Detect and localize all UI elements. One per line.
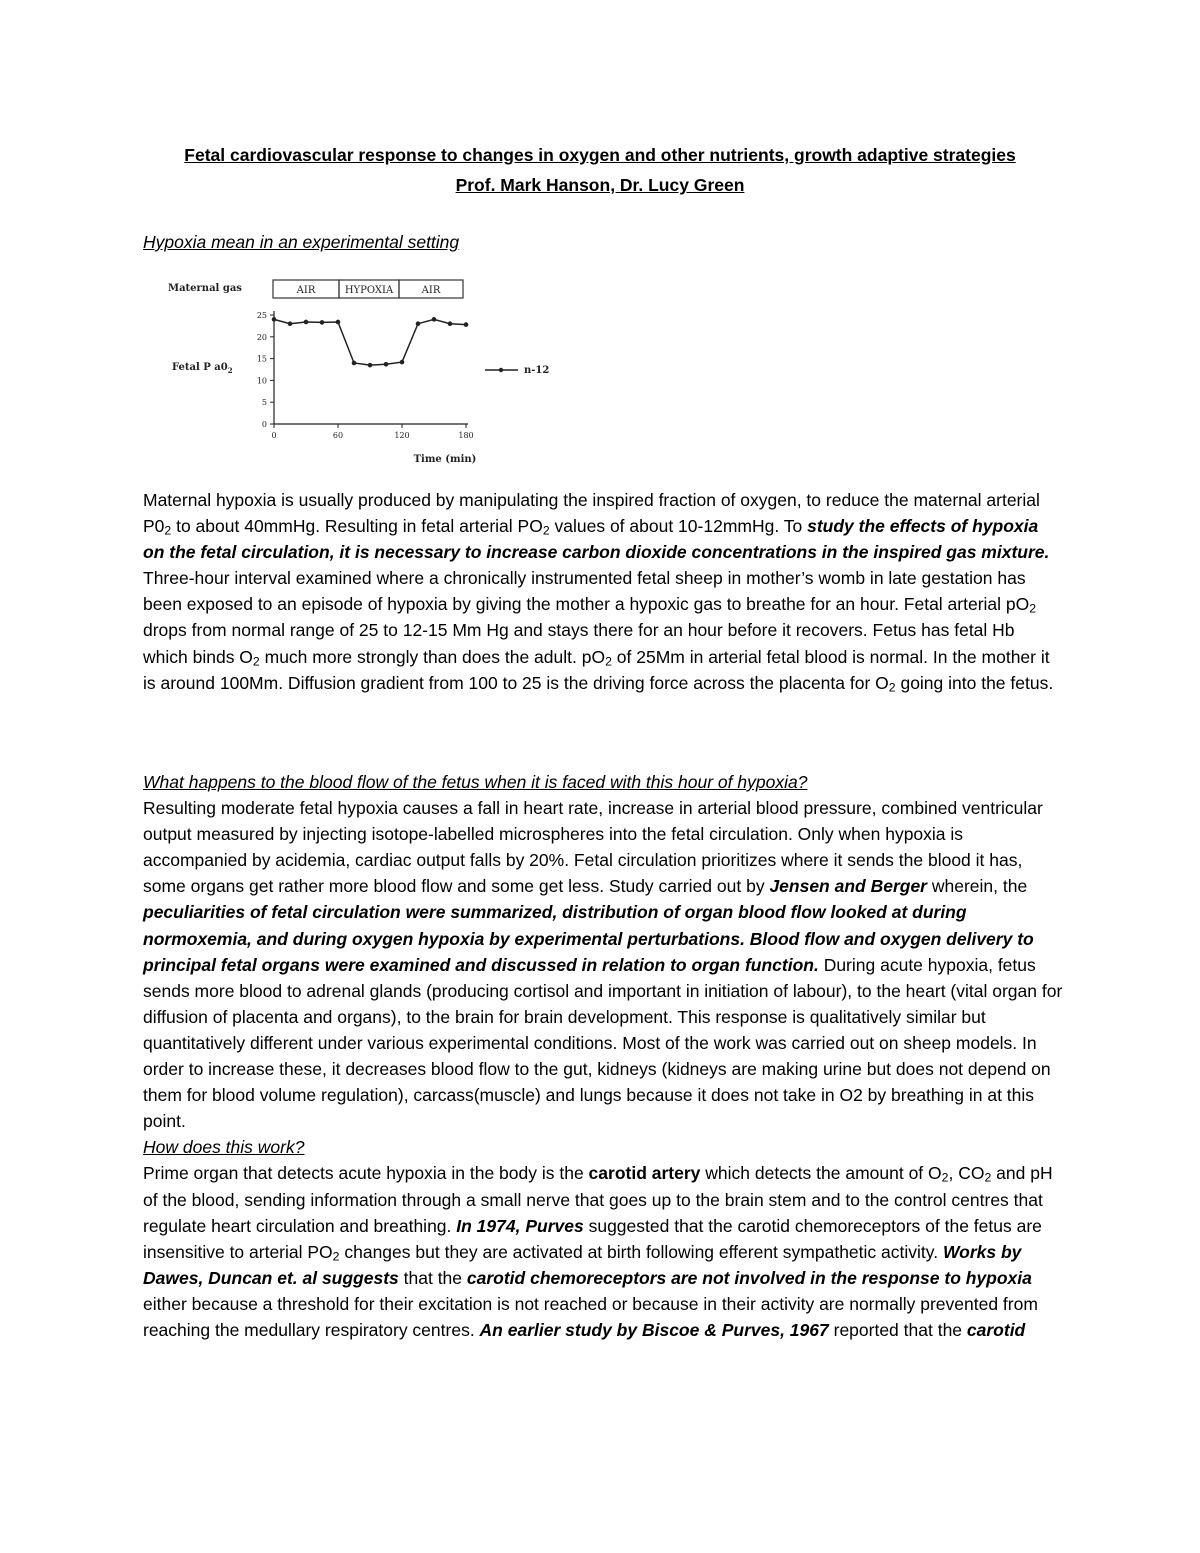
data-point — [368, 363, 373, 368]
paragraph-how-it-works: Prime organ that detects acute hypoxia in the body is the carotid artery which detects the amount of $O_2$, $CO_2$ and pH of the blood, sending information through a small nerve that goes up to the brain stem and to the control centres that regulate heart circulation and breathing. In 1974, Purves suggested that the carotid chemoreceptors of the fetus are insensitive to arterial $PO_2$ changes but they are activated at birth following efferent sympathetic activity. Works by Dawes, Duncan et. al suggests that the carotid chemoreceptors are not involved in the response to hypoxia either because a threshold for their excitation is not reached or because in their activity are normally prevented from reaching the medullary respiratory centres. An earlier study by Biscoe & Purves, 1967 reported that the carotid — [143, 1163, 1053, 1340]
data-point — [288, 321, 293, 326]
fetal-pao2-figure — [160, 272, 580, 472]
legend-label: n-12 — [524, 365, 550, 376]
data-point — [448, 321, 453, 326]
paragraph-blood-flow: Resulting moderate fetal hypoxia causes a fall in heart rate, increase in arterial blood pressure, combined ventricular output measured by injecting isotope-labelled microspheres into the fetal circulation. Only when hypoxia is accompanied by acidemia, cardiac output falls by 20%. Fetal circulation prioritizes where it sends the blood it has, some organs get rather more blood flow and some get less. Study carried out by Jensen and Berger wherein, the peculiarities of fetal circulation were summarized, distribution of organ blood flow looked at during normoxemia, and during oxygen hypoxia by experimental perturbations. Blood flow and oxygen delivery to principal fetal organs were examined and discussed in relation to organ function. During acute hypoxia, fetus sends more blood to adrenal glands (producing cortisol and important in initiation of labour), to the heart (vital organ for diffusion of placenta and organs), to the brain for brain development. This response is qualitatively similar but quantitatively different under various experimental conditions. Most of the work was carried out on sheep models. In order to increase these, it decreases blood flow to the gut, kidneys (kidneys are making urine but does not depend on them for blood volume regulation), carcass(muscle) and lungs because it does not take in O2 by breathing in at this point. — [143, 798, 1063, 1132]
x-tick-label: 180 — [458, 431, 474, 440]
data-point — [464, 322, 469, 327]
data-point — [416, 321, 421, 326]
legend-marker — [499, 368, 503, 372]
section-heading-blood-flow: What happens to the blood flow of the fetus when it is faced with this hour of hypoxia? — [143, 772, 808, 792]
y-tick-label: 5 — [261, 398, 267, 408]
series-line-n-12 — [274, 319, 466, 365]
y-tick-labels — [257, 311, 267, 429]
data-point — [432, 317, 437, 322]
data-point — [320, 320, 325, 325]
section-blood-flow — [143, 769, 1063, 1343]
y-tick-label: 20 — [256, 332, 267, 342]
data-point — [304, 320, 309, 325]
legend — [485, 365, 549, 376]
x-tick-label: 0 — [271, 431, 277, 440]
data-point — [352, 361, 357, 366]
x-tick-label: 120 — [394, 431, 410, 440]
chart-series — [272, 317, 469, 367]
gas-box-air-2: AIR — [421, 285, 441, 296]
data-point — [384, 362, 389, 367]
gas-box-hypoxia: HYPOXIA — [344, 285, 394, 296]
x-tick-label: 60 — [332, 431, 344, 440]
document-title: Fetal cardiovascular response to changes in oxygen and other nutrients, growth adaptive strategies — [184, 145, 1016, 165]
y-tick-label: 25 — [256, 311, 267, 320]
gas-box-air-1: AIR — [296, 285, 316, 296]
document-authors: Prof. Mark Hanson, Dr. Lucy Green — [455, 175, 745, 195]
y-tick-label: 10 — [256, 376, 267, 386]
fetal-pao2-label: Fetal P $a0_2$ — [172, 362, 233, 375]
y-tick-label: 15 — [256, 354, 267, 364]
data-point — [400, 360, 405, 365]
x-tick-labels — [271, 431, 473, 440]
maternal-gas-label: Maternal gas — [168, 283, 242, 294]
section-heading-hypoxia: Hypoxia mean in an experimental setting — [143, 232, 460, 252]
data-point — [336, 320, 341, 325]
title-block — [143, 140, 1057, 200]
section-heading-how-it-works: How does this work? — [143, 1137, 305, 1158]
x-axis-label: Time (min) — [413, 454, 477, 465]
gas-condition-boxes — [273, 280, 463, 298]
y-tick-label: 0 — [261, 420, 267, 429]
paragraph-hypoxia: Maternal hypoxia is usually produced by manipulating the inspired fraction of oxygen, to reduce the maternal arterial $P0_2$ to about 40mmHg. Resulting in fetal arterial $PO_2$ values of about 10-12mmHg. To study the effects of hypoxia on the fetal circulation, it is necessary to increase carbon dioxide concentrations in the inspired gas mixture. Three-hour interval examined where a chronically instrumented fetal sheep in mother’s womb in late gestation has been exposed to an episode of hypoxia by giving the mother a hypoxic gas to breathe for an hour. Fetal arterial $pO_2$ drops from normal range of 25 to 12-15 Mm Hg and stays there for an hour before it recovers. Fetus has fetal Hb which binds $O_2$ much more strongly than does the adult. $pO_2$ of 25Mm in arterial fetal blood is normal. In the mother it is around 100Mm. Diffusion gradient from 100 to 25 is the driving force across the placenta for $O_2$ going into the fetus. — [143, 490, 1054, 695]
chart-axes — [270, 311, 468, 428]
data-point — [272, 317, 277, 322]
